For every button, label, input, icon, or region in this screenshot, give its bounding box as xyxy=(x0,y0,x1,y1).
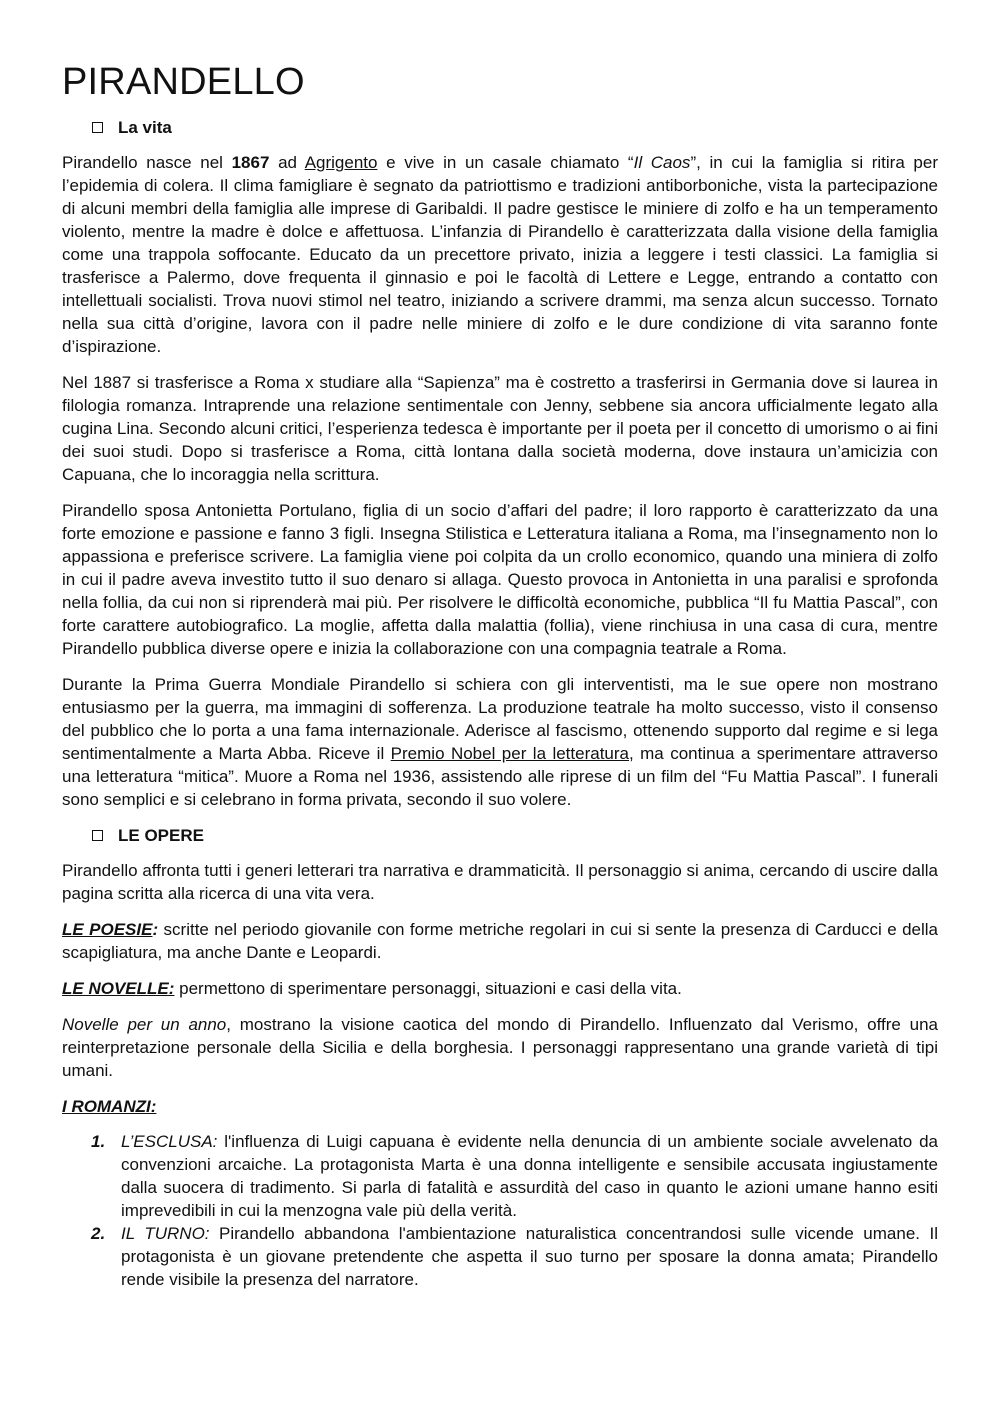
list-item-text: Pirandello abbandona l'ambientazione naturalistica concentrandosi sulle vicende umane. Il protagonista è un giovane pretendente che aspetta il suo turno per sposare la donna amata; Pirandello rende visibile la presenza del narratore. xyxy=(121,1224,938,1289)
page-title: PIRANDELLO xyxy=(62,61,305,103)
paragraph-opere-intro: Pirandello affronta tutti i generi letterari tra narrativa e drammaticità. Il personaggio si anima, cercando di uscire dalla pagina scritta alla ricerca di una vita vera. xyxy=(62,861,938,903)
list-item xyxy=(62,1222,938,1291)
text-run: Pirandello nasce nel xyxy=(62,153,232,172)
list-item-text: l'influenza di Luigi capuana è evidente nella denuncia di un ambiente sociale avvelenato da convenzioni arcaiche. La protagonista Marta è una donna intelligente e sensibile accusata ingiustamente dalla suocera di tradimento. Si parla di fatalità e assurdità del caso in quanto le azioni umane hanno esiti imprevedibili in cui la menzogna vale più della verità. xyxy=(121,1132,938,1220)
text-run: , mostrano la visione caotica del mondo di Pirandello. Influenzato dal Verismo, offre una reinterpretazione personale della Sicilia e della borghesia. I personaggi rappresentano una grande varietà di tipi umani. xyxy=(62,1015,938,1080)
section-heading-label: LE OPERE xyxy=(118,826,204,845)
link-premio-nobel[interactable]: Premio Nobel per la letteratura xyxy=(390,744,629,763)
poesie-colon: : xyxy=(152,920,159,939)
link-agrigento[interactable]: Agrigento xyxy=(304,153,378,172)
poesie-label: LE POESIE xyxy=(62,920,153,939)
list-item xyxy=(62,1130,938,1222)
text-run: e vive in un casale chiamato “ xyxy=(377,153,634,172)
paragraph-novelle-per-un-anno xyxy=(62,1013,938,1082)
novelle-per-un-anno-title: Novelle per un anno xyxy=(62,1015,227,1034)
text-run: scritte nel periodo giovanile con forme metriche regolari in cui si sente la presenza di Carducci e della scapigliatura, ma anche Dante e Leopardi. xyxy=(62,920,938,962)
paragraph-poesie xyxy=(62,918,938,964)
text-run: , ma continua a sperimentare attraverso una letteratura “mitica”. Muore a Roma nel 1936, assistendo alle riprese di un film del “Fu Mattia Pascal”. I funerali sono semplici e si celebrano in forma privata, secondo il suo volere. xyxy=(62,744,939,809)
section-heading-le-opere xyxy=(92,824,938,847)
checkbox-bullet-icon xyxy=(92,122,103,133)
text-run: ”, in cui la famiglia si ritira per l’epidemia di colera. Il clima famigliare è segnato da patriottismo e tradizioni antiborboniche, vista la partecipazione di alcuni membri della famiglia alle imprese di Garibaldi. Il padre gestisce le miniere di zolfo e ha un temperamento violento, mentre la madre è dolce e affettuosa. L’infanzia di Pirandello è caratterizzata dalla visione della famiglia come una trappola soffocante. Educato da un precettore privato, inizia a leggere i testi classici. La famiglia si trasferisce a Palermo, dove frequenta il ginnasio e poi le facoltà di Lettere e Legge, entrando a contatto con intellettuali socialisti. Trova nuovi stimol nel teatro, iniziando a scrivere drammi, ma senza alcun successo. Tornato nella sua città d’origine, lavora con il padre nelle miniere di zolfo e le dure condizione di vita saranno fonte d’ispirazione. xyxy=(62,153,939,356)
romanzi-list xyxy=(62,1130,938,1291)
section-heading-la-vita xyxy=(92,116,938,139)
romanzi-label: I ROMANZI: xyxy=(62,1097,157,1116)
text-run: permettono di sperimentare personaggi, situazioni e casi della vita. xyxy=(174,979,682,998)
paragraph-guerra xyxy=(62,673,938,811)
list-number: 1. xyxy=(91,1132,106,1151)
paragraph-romanzi-heading xyxy=(62,1095,938,1118)
document-page xyxy=(62,56,938,1291)
novelle-label: LE NOVELLE: xyxy=(62,979,175,998)
birth-year: 1867 xyxy=(231,153,270,172)
text-run: ad xyxy=(269,153,305,172)
novel-title: IL TURNO: xyxy=(121,1224,210,1243)
paragraph-novelle xyxy=(62,977,938,1000)
il-caos-italic: Il Caos xyxy=(633,153,691,172)
paragraph-nascita xyxy=(62,151,938,358)
list-number: 2. xyxy=(91,1224,106,1243)
text-run: Durante la Prima Guerra Mondiale Pirandello si schiera con gli interventisti, ma le sue opere non mostrano entusiasmo per la guerra, ma immagini di sofferenza. La produzione teatrale ha molto successo, visto il consenso del pubblico che lo porta a una fama internazionale. Aderisce al fascismo, ottenendo supporto dal regime e si lega sentimentalmente a Marta Abba. Riceve il xyxy=(62,675,938,763)
paragraph-germania: Nel 1887 si trasferisce a Roma x studiare alla “Sapienza” ma è costretto a trasferirsi in Germania dove si laurea in filologia romanza. Intraprende una relazione sentimentale con Jenny, sebbene sia ancora ufficialmente legato alla cugina Lina. Secondo alcuni critici, l’esperienza tedesca è importante per il poeta per il concetto di umorismo o ai fini dei suoi studi. Dopo si trasferisce a Roma, città lontana dalla società moderna, dove instaura un’amicizia con Capuana, che lo incoraggia nella scrittura. xyxy=(62,373,938,484)
paragraph-matrimonio: Pirandello sposa Antonietta Portulano, figlia di un socio d’affari del padre; il loro rapporto è caratterizzato da una forte emozione e passione e fanno 3 figli. Insegna Stilistica e Letteratura italiana a Roma, ma l’insegnamento non lo appassiona e preferisce scrivere. La famiglia viene poi colpita da un crollo economico, quando una miniera di zolfo in cui il padre aveva investito tutto il suo denaro si allaga. Questo provoca in Antonietta in una paralisi e sprofonda nella follia, da cui non si riprenderà mai più. Per risolvere le difficoltà economiche, pubblica “Il fu Mattia Pascal”, con forte carattere autobiografico. La moglie, affetta dalla malattia (follia), viene rinchiusa in una casa di cura, mentre Pirandello pubblica diverse opere e inizia la collaborazione con una compagnia teatrale a Roma. xyxy=(62,501,938,658)
checkbox-bullet-icon xyxy=(92,830,103,841)
novel-title: L’ESCLUSA: xyxy=(121,1132,218,1151)
section-heading-label: La vita xyxy=(118,118,172,137)
